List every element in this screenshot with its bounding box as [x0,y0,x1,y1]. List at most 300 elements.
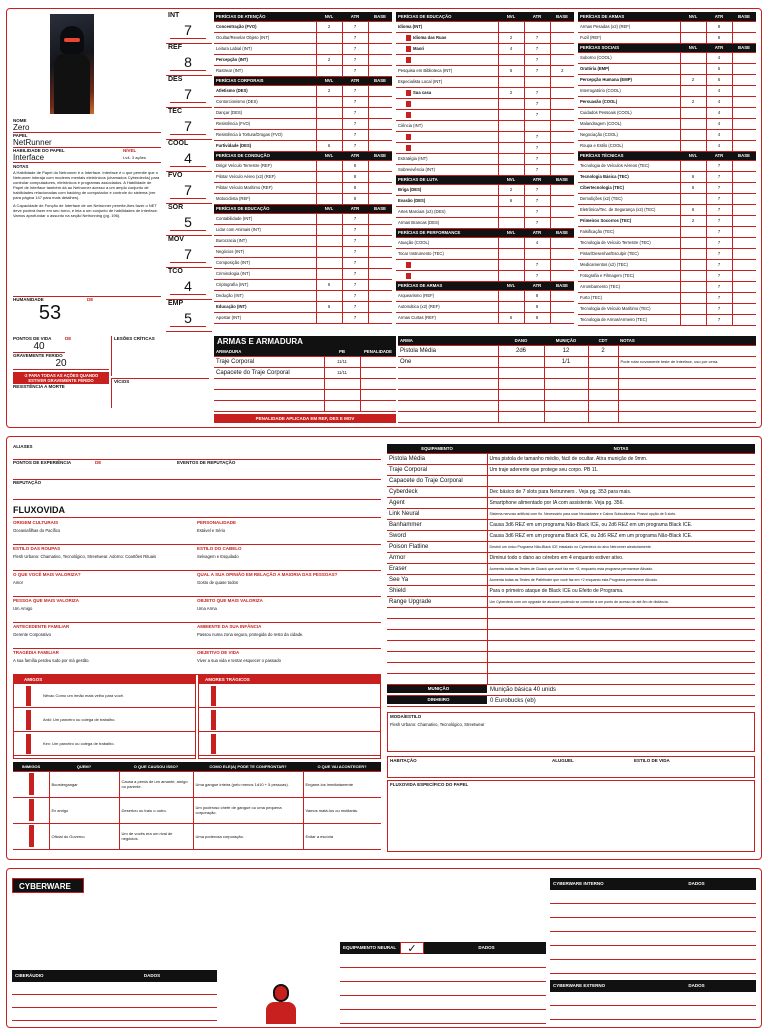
skill-level[interactable]: 6 [680,182,706,193]
skill-row[interactable] [578,32,756,43]
skill-row[interactable] [214,301,392,312]
armor-row[interactable] [214,378,396,389]
skill-row[interactable] [396,184,574,195]
skill-level[interactable]: 6 [498,195,524,206]
skill-row[interactable] [214,279,392,290]
weapon-damage[interactable] [498,378,544,389]
gear-row[interactable] [387,596,755,607]
skill-level[interactable] [498,76,524,87]
weapon-row[interactable] [398,356,756,367]
lifepath-field-value[interactable]: Selvagem e Esquilado [197,554,239,559]
lifepath-field[interactable] [13,597,197,622]
enemy-power[interactable]: Uma gangue inteira (pelo menos 1d10 + 5 pessoas). [193,771,303,797]
weapon-rof[interactable] [588,389,618,400]
weapon-ammo[interactable] [544,378,588,389]
gear-notes[interactable]: Causa 3d6 REZ em um programa Não-Black ICE, ou 2d6 REZ em um programa Black ICE. [487,519,755,530]
skill-level[interactable] [316,213,342,224]
skill-level[interactable]: 6 [316,279,342,290]
lifepath-field-value[interactable]: Gosto de quase todos [197,580,238,585]
enemy-who[interactable]: Oficial do Governo [49,823,119,849]
gear-row[interactable] [387,673,755,684]
gear-notes[interactable] [487,651,755,662]
skill-level[interactable] [498,237,524,248]
skill-row[interactable] [578,215,756,226]
weapon-ammo[interactable]: 12 [544,345,588,356]
gear-row[interactable] [387,607,755,618]
skill-row[interactable] [578,52,756,63]
weapon-notes[interactable] [618,411,756,422]
skill-row[interactable] [578,118,756,129]
skill-level[interactable] [316,235,342,246]
skill-level[interactable] [680,314,706,325]
weapon-row[interactable] [398,367,756,378]
weapon-row[interactable] [398,345,756,356]
armor-row[interactable] [214,400,396,411]
housing-box[interactable] [387,756,755,778]
skill-row[interactable] [214,85,392,96]
skill-level[interactable] [498,98,524,109]
skill-level[interactable] [316,118,342,129]
stat-value[interactable]: 7 [170,246,206,263]
skill-row[interactable] [396,54,574,65]
armor-sp[interactable] [324,389,360,400]
weapon-damage[interactable] [498,411,544,422]
gear-notes[interactable]: Destrói um único Programa Não-Black ICE instalado no Cyberdeck do alvo Netrunner aleatoriamente. [487,541,755,552]
gear-notes[interactable] [487,673,755,684]
stat-value[interactable]: 7 [170,86,206,103]
lifepath-field[interactable] [13,623,197,648]
lifepath-field[interactable] [197,545,381,570]
notes-text-2[interactable]: A Capacidade de Função de Interface de um Netrunner permite-lhes fazer o NET deve poderá fazer em seu turno, e leia a um conjunto de habilidades de Interface. Vamos aprofundar o assunto na seção Netrunning (pg. 196). [13,203,158,218]
skill-row[interactable] [396,301,574,312]
lifepath-field[interactable] [197,597,381,622]
enemy-cause[interactable]: Desertou ou traiu o outro. [119,797,193,823]
skill-row[interactable] [214,140,392,151]
skill-row[interactable] [396,270,574,281]
skill-row[interactable] [214,129,392,140]
weapon-row[interactable] [398,389,756,400]
weapon-rof[interactable] [588,356,618,367]
skill-row[interactable] [214,43,392,54]
skill-row[interactable] [214,160,392,171]
lifepath-field-value[interactable]: Viver a sua vida e tentar esquecer o passado [197,658,281,663]
skill-level[interactable] [316,171,342,182]
skill-level[interactable] [498,206,524,217]
skill-level[interactable] [316,193,342,204]
skill-level[interactable] [316,65,342,76]
skill-row[interactable] [578,237,756,248]
skill-row[interactable] [578,193,756,204]
enemy-row[interactable] [13,823,381,849]
weapon-damage[interactable]: 2d6 [498,345,544,356]
weapon-ammo[interactable] [544,389,588,400]
skill-row[interactable] [396,248,574,259]
skill-level[interactable]: 2 [498,184,524,195]
armor-sp[interactable] [324,400,360,411]
skill-level[interactable]: 2 [680,215,706,226]
skill-level[interactable] [498,217,524,228]
skill-row[interactable] [396,195,574,206]
skill-level[interactable] [498,142,524,153]
skill-row[interactable] [214,246,392,257]
gear-row[interactable] [387,574,755,585]
enemy-outcome[interactable]: Vamos matá-los ou mutilarás. [303,797,381,823]
skill-row[interactable] [214,54,392,65]
enemy-cause[interactable]: Causa a perda de um amante, amigo ou parente. [119,771,193,797]
skill-row[interactable] [396,120,574,131]
armor-sp[interactable] [324,378,360,389]
lifepath-field-value[interactable]: Um Amigo [13,606,33,611]
skill-row[interactable] [214,96,392,107]
lifepath-field[interactable] [13,519,197,544]
skill-row[interactable] [578,226,756,237]
skill-row[interactable] [578,314,756,325]
enemy-outcome[interactable]: Engane-los imediatamente [303,771,381,797]
skill-level[interactable] [316,129,342,140]
rank-value[interactable]: Lv4- 3 ações [123,153,161,163]
skill-level[interactable]: 2 [680,96,706,107]
weapon-damage[interactable] [498,367,544,378]
gear-row[interactable] [387,585,755,596]
gear-notes[interactable]: Aumenta todas as Testes de Cloack que você faz em +2, enquanto esta programa permanece Ativado. [487,563,755,574]
skill-level[interactable] [680,193,706,204]
armor-sp[interactable]: 11/11 [324,367,360,378]
gear-notes[interactable]: Smartphone alimentado por IA com assistente. Veja pg. 356. [487,497,755,508]
weapon-damage[interactable] [498,400,544,411]
skill-row[interactable] [396,32,574,43]
skill-level[interactable] [680,237,706,248]
ammo-value[interactable]: Munição básica 40 unids [490,687,557,693]
lifepath-field-value[interactable]: Passou numa zona segura, protegida do resto da cidade. [197,632,304,637]
gear-notes[interactable] [487,475,755,486]
weapon-ammo[interactable] [544,367,588,378]
gear-row[interactable] [387,530,755,541]
gear-row[interactable] [387,651,755,662]
skill-row[interactable] [578,303,756,314]
enemy-row[interactable] [13,771,381,797]
skill-row[interactable] [214,65,392,76]
stat-value[interactable]: 5 [170,310,206,327]
money-value[interactable]: 0 Eurobucks (eb) [490,698,536,704]
skill-level[interactable] [680,107,706,118]
skill-row[interactable] [214,257,392,268]
stat-value[interactable]: 5 [170,214,206,231]
skill-level[interactable] [680,303,706,314]
weapon-rof[interactable] [588,400,618,411]
skill-level[interactable] [680,21,706,32]
skill-level[interactable] [316,224,342,235]
gear-row[interactable] [387,464,755,475]
skill-level[interactable] [680,292,706,303]
skill-row[interactable] [578,204,756,215]
skill-level[interactable] [316,96,342,107]
tragic-love-row[interactable] [199,708,380,732]
skill-row[interactable] [214,268,392,279]
enemy-who[interactable]: Boostergangar [49,771,119,797]
tragic-love-row[interactable] [199,732,380,756]
gear-row[interactable] [387,662,755,673]
lifepath-field-value[interactable]: Gerente Corporativo [13,632,51,637]
skill-row[interactable] [214,213,392,224]
lifepath-field[interactable] [13,571,197,596]
lifepath-field-value[interactable]: Uma Arma [197,606,217,611]
skill-level[interactable]: 4 [498,43,524,54]
gear-row[interactable] [387,453,755,464]
skill-level[interactable] [498,109,524,120]
friend-row[interactable] [14,684,195,708]
gear-notes[interactable]: Diminui todo o dano ao cérebro em 4 enquanto estiver ativo. [487,552,755,563]
weapon-notes[interactable] [618,345,756,356]
weapon-damage[interactable] [498,389,544,400]
skill-level[interactable]: 2 [498,32,524,43]
weapon-ammo[interactable]: 1/1 [544,356,588,367]
skill-level[interactable] [498,301,524,312]
skill-row[interactable] [578,21,756,32]
stat-value[interactable]: 4 [170,278,206,295]
skill-level[interactable] [498,259,524,270]
skill-row[interactable] [214,193,392,204]
weapon-notes[interactable]: Pode rolar novamente teste de Interface, uso por cena. [618,356,756,367]
skill-level[interactable] [680,32,706,43]
gear-notes[interactable] [487,640,755,651]
skill-row[interactable] [396,98,574,109]
skill-row[interactable] [396,206,574,217]
lifepath-field-value[interactable]: Oceaniafilhas do Pacífico [13,528,61,533]
skill-level[interactable]: 6 [680,204,706,215]
skill-row[interactable] [396,237,574,248]
skill-row[interactable] [578,281,756,292]
skill-row[interactable] [214,290,392,301]
friend-row[interactable] [14,732,195,756]
skill-row[interactable] [214,171,392,182]
friend-row[interactable] [14,708,195,732]
enemy-power[interactable]: Uma poderosa corporação. [193,823,303,849]
skill-level[interactable] [316,43,342,54]
skill-level[interactable] [680,226,706,237]
skill-level[interactable]: 6 [680,171,706,182]
skill-level[interactable] [316,268,342,279]
skill-row[interactable] [214,118,392,129]
weapon-notes[interactable] [618,367,756,378]
gear-row[interactable] [387,541,755,552]
gear-row[interactable] [387,475,755,486]
skill-row[interactable] [396,65,574,76]
skill-row[interactable] [578,129,756,140]
skill-level[interactable]: 2 [316,54,342,65]
lifepath-field[interactable] [197,649,381,674]
weapon-rof[interactable] [588,411,618,422]
skill-row[interactable] [214,235,392,246]
skill-row[interactable] [578,74,756,85]
skill-row[interactable] [214,107,392,118]
skill-level[interactable]: 2 [680,74,706,85]
weapon-notes[interactable] [618,378,756,389]
skill-row[interactable] [214,182,392,193]
skill-level[interactable]: 6 [316,301,342,312]
skill-row[interactable] [396,131,574,142]
tragic-love-row[interactable] [199,684,380,708]
skill-row[interactable] [578,107,756,118]
skill-row[interactable] [578,160,756,171]
skill-level[interactable] [316,160,342,171]
character-name[interactable]: Zero [13,123,161,133]
enemy-row[interactable] [13,797,381,823]
skill-level[interactable] [680,140,706,151]
role-ability[interactable]: Interface [13,153,123,163]
skill-level[interactable] [316,246,342,257]
skill-row[interactable] [578,140,756,151]
weapon-rof[interactable] [588,378,618,389]
gear-row[interactable] [387,618,755,629]
gear-notes[interactable] [487,629,755,640]
stat-value[interactable]: 7 [170,182,206,199]
gear-row[interactable] [387,563,755,574]
enemy-cause[interactable]: Um de vocês era um rival de negócios. [119,823,193,849]
lifepath-field-value[interactable]: Estável e Sério [197,528,226,533]
fashion-box[interactable] [387,712,755,752]
lifepath-field-value[interactable]: Amor [13,580,24,585]
stat-value[interactable]: 7 [170,118,206,135]
weapon-row[interactable] [398,400,756,411]
skill-level[interactable]: 2 [316,85,342,96]
skill-level[interactable]: 6 [498,65,524,76]
gear-row[interactable] [387,640,755,651]
gear-row[interactable] [387,629,755,640]
skill-row[interactable] [396,153,574,164]
weapon-ammo[interactable] [544,400,588,411]
skill-level[interactable] [498,290,524,301]
stat-value[interactable]: 8 [170,54,206,71]
seriously-wounded-value[interactable]: 20 [13,358,109,370]
enemy-power[interactable]: Um poderoso chefe de gangue ou uma pequena corporação. [193,797,303,823]
armor-row[interactable] [214,389,396,400]
skill-level[interactable] [498,164,524,175]
humanity-value[interactable]: 53 [38,302,62,324]
skill-row[interactable] [578,292,756,303]
gear-row[interactable] [387,508,755,519]
skill-row[interactable] [396,164,574,175]
skill-level[interactable] [680,160,706,171]
notes-text-1[interactable]: A Habilidade de Papel do Netrunner é a Interface. Interface é o que permite que o Netrunner interaja com modems mentais eletrônicos (chamados Cyberdecks) para controlar computadores, eletrônicos e programas associados. A Habilidade de Papel de Interface também dá ao Netrunner acesso a um amplo conjunto de habilidades relacionadas com hacking de computador e controle do sistema (ver para página 147 para mais detalhes). [13,170,160,200]
weapon-notes[interactable] [618,400,756,411]
skill-level[interactable] [680,248,706,259]
skill-row[interactable] [396,259,574,270]
skill-row[interactable] [578,248,756,259]
gear-notes[interactable]: Sistema nervoso artificial com fio. Necessário para usar Neuradware e Cabos Subcutâneos. Possui opção de 5 slots. [487,508,755,519]
skill-level[interactable]: 2 [498,87,524,98]
skill-level[interactable] [316,290,342,301]
friend-text[interactable]: Anki: Um parceiro ou colega de trabalho. [43,717,116,722]
skill-level[interactable]: 2 [316,21,342,32]
skill-level[interactable] [498,131,524,142]
weapon-ammo[interactable] [544,411,588,422]
skill-level[interactable] [498,248,524,259]
skill-row[interactable] [578,259,756,270]
skill-level[interactable] [680,85,706,96]
lifepath-field[interactable] [197,519,381,544]
skill-row[interactable] [578,96,756,107]
skill-row[interactable] [214,21,392,32]
skill-row[interactable] [396,142,574,153]
weapon-rof[interactable]: 2 [588,345,618,356]
critical-injuries-box[interactable] [111,336,209,376]
skill-level[interactable] [498,54,524,65]
gear-notes[interactable]: Uma pistola de tamanho médio, fácil de ocultar. Atira munição de 9mm. [487,453,755,464]
weapon-damage[interactable] [498,356,544,367]
weapon-rof[interactable] [588,367,618,378]
hp-value[interactable]: 40 [13,341,65,353]
enemy-outcome[interactable]: Evitar a escória [303,823,381,849]
skill-level[interactable] [316,312,342,323]
skill-row[interactable] [578,171,756,182]
lifepath-field-value[interactable]: Flesh Urbano: Chamativo, Tecnológico, Streetwear. Adorno: Coartões Rituais [13,554,157,559]
weapon-notes[interactable] [618,389,756,400]
skill-level[interactable] [680,259,706,270]
skill-level[interactable] [680,63,706,74]
gear-row[interactable] [387,497,755,508]
gear-notes[interactable] [487,607,755,618]
armor-sp[interactable]: 11/11 [324,356,360,367]
gear-notes[interactable] [487,662,755,673]
skill-level[interactable] [680,118,706,129]
friend-text[interactable]: Nêvac Como um irmão mais velho para você. [43,693,124,698]
skill-row[interactable] [396,109,574,120]
skill-row[interactable] [396,43,574,54]
lifepath-field[interactable] [13,649,197,674]
skill-level[interactable] [498,21,524,32]
stat-value[interactable]: 4 [170,150,206,167]
skill-level[interactable] [316,257,342,268]
weapon-row[interactable] [398,411,756,422]
lifepath-field[interactable] [13,545,197,570]
addictions-box[interactable] [111,378,209,408]
skill-row[interactable] [578,85,756,96]
skill-row[interactable] [396,87,574,98]
skill-level[interactable]: 6 [498,312,524,323]
skill-row[interactable] [396,312,574,323]
skill-level[interactable] [498,120,524,131]
skill-row[interactable] [396,217,574,228]
skill-row[interactable] [214,224,392,235]
enemy-who[interactable]: Ex amigo [49,797,119,823]
skill-level[interactable] [316,182,342,193]
stat-value[interactable]: 7 [170,22,206,39]
skill-row[interactable] [396,76,574,87]
skill-row[interactable] [396,21,574,32]
skill-level[interactable] [680,52,706,63]
gear-row[interactable] [387,486,755,497]
skill-level[interactable] [498,270,524,281]
armor-row[interactable] [214,356,396,367]
gear-notes[interactable]: Um traje aderente que protege seu corpo. PB 11. [487,464,755,475]
skill-level[interactable] [316,107,342,118]
character-role[interactable]: NetRunner [13,138,161,148]
lifepath-field[interactable] [197,571,381,596]
skill-row[interactable] [396,290,574,301]
skill-level[interactable] [680,129,706,140]
skill-level[interactable] [498,153,524,164]
weapon-row[interactable] [398,378,756,389]
skill-level[interactable] [680,281,706,292]
lifepath-field-value[interactable]: A sua família perdeu tudo por má gestão. [13,658,90,663]
gear-notes[interactable]: Para o primeiro ataque de Black ICE ou Efeito de Programa. [487,585,755,596]
gear-notes[interactable]: Aumenta todas as Testes de Pathfinder que você faz em +2 enquanto esta Programa permanece Ativado. [487,574,755,585]
friend-text[interactable]: Kex: Um parceiro ou colega de trabalho. [43,741,115,746]
gear-notes[interactable] [487,618,755,629]
skill-row[interactable] [578,270,756,281]
gear-notes[interactable]: Dec básico de 7 slots para Netrunners . Veja pg. 353 para mais. [487,486,755,497]
gear-notes[interactable]: Um Cyberdeck com um upgrade de alcance podendo se conectar a um ponto de acesso de até 8m de distância. [487,596,755,607]
